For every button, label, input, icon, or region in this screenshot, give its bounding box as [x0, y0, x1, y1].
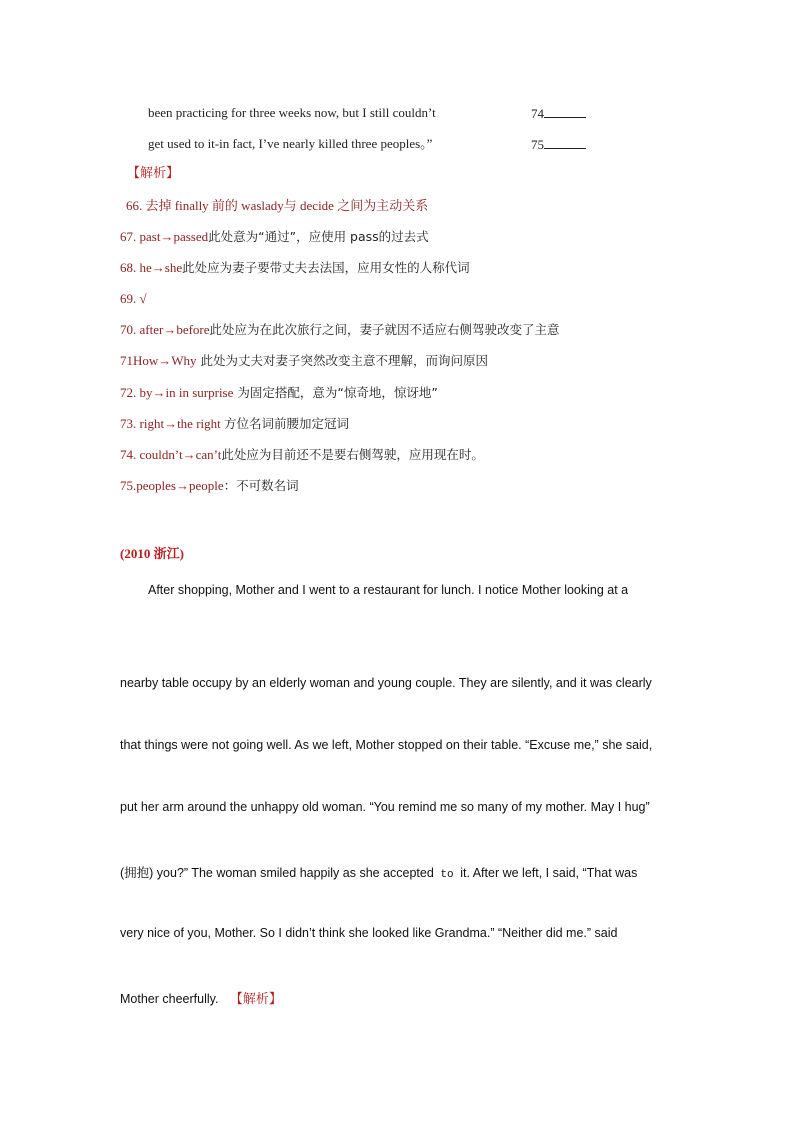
answer-correction: in in surprise: [165, 385, 234, 400]
section-title: (2010 浙江): [120, 546, 184, 561]
arrow-icon: →: [164, 416, 178, 431]
arrow-icon: →: [175, 478, 189, 493]
passage-line-74: [148, 105, 544, 121]
answer-correction: the right: [177, 416, 224, 431]
answer-74: [120, 447, 484, 463]
answer-73: [120, 416, 349, 432]
arrow-icon: →: [182, 447, 196, 462]
answer-original: 72. by: [120, 385, 153, 400]
passage-line-7: [120, 988, 282, 1007]
arrow-icon: →: [158, 353, 172, 368]
answer-original: 74. couldn’t: [120, 447, 183, 462]
passage-line-4: put her arm around the unhappy old woman. “You remind me so many of my mother. May I hug”: [120, 800, 650, 814]
answer-explanation: 方位名词前腰加定冠词: [224, 416, 350, 431]
passage-text: (拥抱) you?” The woman smiled happily as she accepted: [120, 866, 434, 880]
arrow-icon: →: [160, 229, 174, 244]
answer-blank[interactable]: [544, 136, 586, 149]
arrow-icon: →: [152, 385, 166, 400]
arrow-icon: →: [151, 260, 165, 275]
answer-67: [120, 229, 429, 245]
answer-explanation: 此处为丈夫对妻子突然改变主意不理解，而询问原因: [196, 353, 489, 368]
answer-correction: Why: [171, 353, 197, 368]
passage-line-2: nearby table occupy by an elderly woman and young couple. They are silently, and it was clearly: [120, 676, 652, 690]
answer-66: [126, 198, 428, 214]
answer-explanation: 此处应为目前还不是要右侧驾驶，应用现在时。: [221, 447, 484, 462]
question-number: 75: [531, 136, 586, 153]
passage-text: been practicing for three weeks now, but I still couldn’t: [148, 105, 436, 120]
answer-75: [120, 478, 299, 494]
answer-explanation: 此处应为在此次旅行之间，妻子就因不适应右侧驾驶改变了主意: [209, 322, 560, 337]
answer-correction: passed: [173, 229, 209, 244]
answer-correction: she: [164, 260, 183, 275]
passage-text: Mother cheerfully.: [120, 992, 219, 1006]
answer-original: 73. right: [120, 416, 165, 431]
answer-71: [120, 353, 488, 369]
arrow-icon: →: [163, 322, 177, 337]
answer-text: 66. 去掉 finally 前的 waslady与 decide 之间为主动关系: [126, 198, 429, 213]
answer-explanation: 为固定搭配，意为“惊奇地，惊讶地”: [233, 385, 438, 400]
inserted-word: to: [433, 869, 461, 881]
answer-70: [120, 322, 560, 338]
analysis-label: 【解析】: [229, 992, 282, 1007]
passage-text: get used to it-in fact, I’ve nearly killed three peoples。”: [148, 136, 433, 151]
answer-original: 71How: [120, 353, 159, 368]
answer-72: [120, 385, 438, 401]
answer-original: 70. after: [120, 322, 164, 337]
answer-original: 68. he: [120, 260, 152, 275]
passage-line-3: that things were not going well. As we left, Mother stopped on their table. “Excuse me,” she said,: [120, 738, 653, 752]
answer-explanation: ：不可数名词: [223, 478, 299, 493]
answer-correction: people: [188, 478, 224, 493]
answer-original: 67. past: [120, 229, 161, 244]
answer-68: [120, 260, 470, 276]
analysis-label: 【解析】: [127, 166, 180, 181]
passage-line-75: [148, 136, 544, 152]
answer-blank[interactable]: [544, 105, 586, 118]
answer-text: 69. √: [120, 291, 147, 306]
passage-line-5: [120, 863, 637, 881]
answer-69: [120, 291, 147, 307]
passage-line-6: very nice of you, Mother. So I didn’t think she looked like Grandma.” “Neither did me.” said: [120, 926, 618, 940]
question-number: 74: [531, 105, 586, 122]
answer-correction: before: [176, 322, 210, 337]
answer-original: 75.peoples: [120, 478, 176, 493]
answer-explanation: 此处意为“通过”，应使用 pass的过去式: [208, 229, 429, 244]
passage-text: it. After we left, I said, “That was: [460, 866, 638, 880]
passage-line-1: After shopping, Mother and I went to a restaurant for lunch. I notice Mother looking at a: [148, 583, 629, 597]
answer-explanation: 此处应为妻子要带丈夫去法国，应用女性的人称代词: [182, 260, 470, 275]
answer-correction: can’t: [195, 447, 222, 462]
